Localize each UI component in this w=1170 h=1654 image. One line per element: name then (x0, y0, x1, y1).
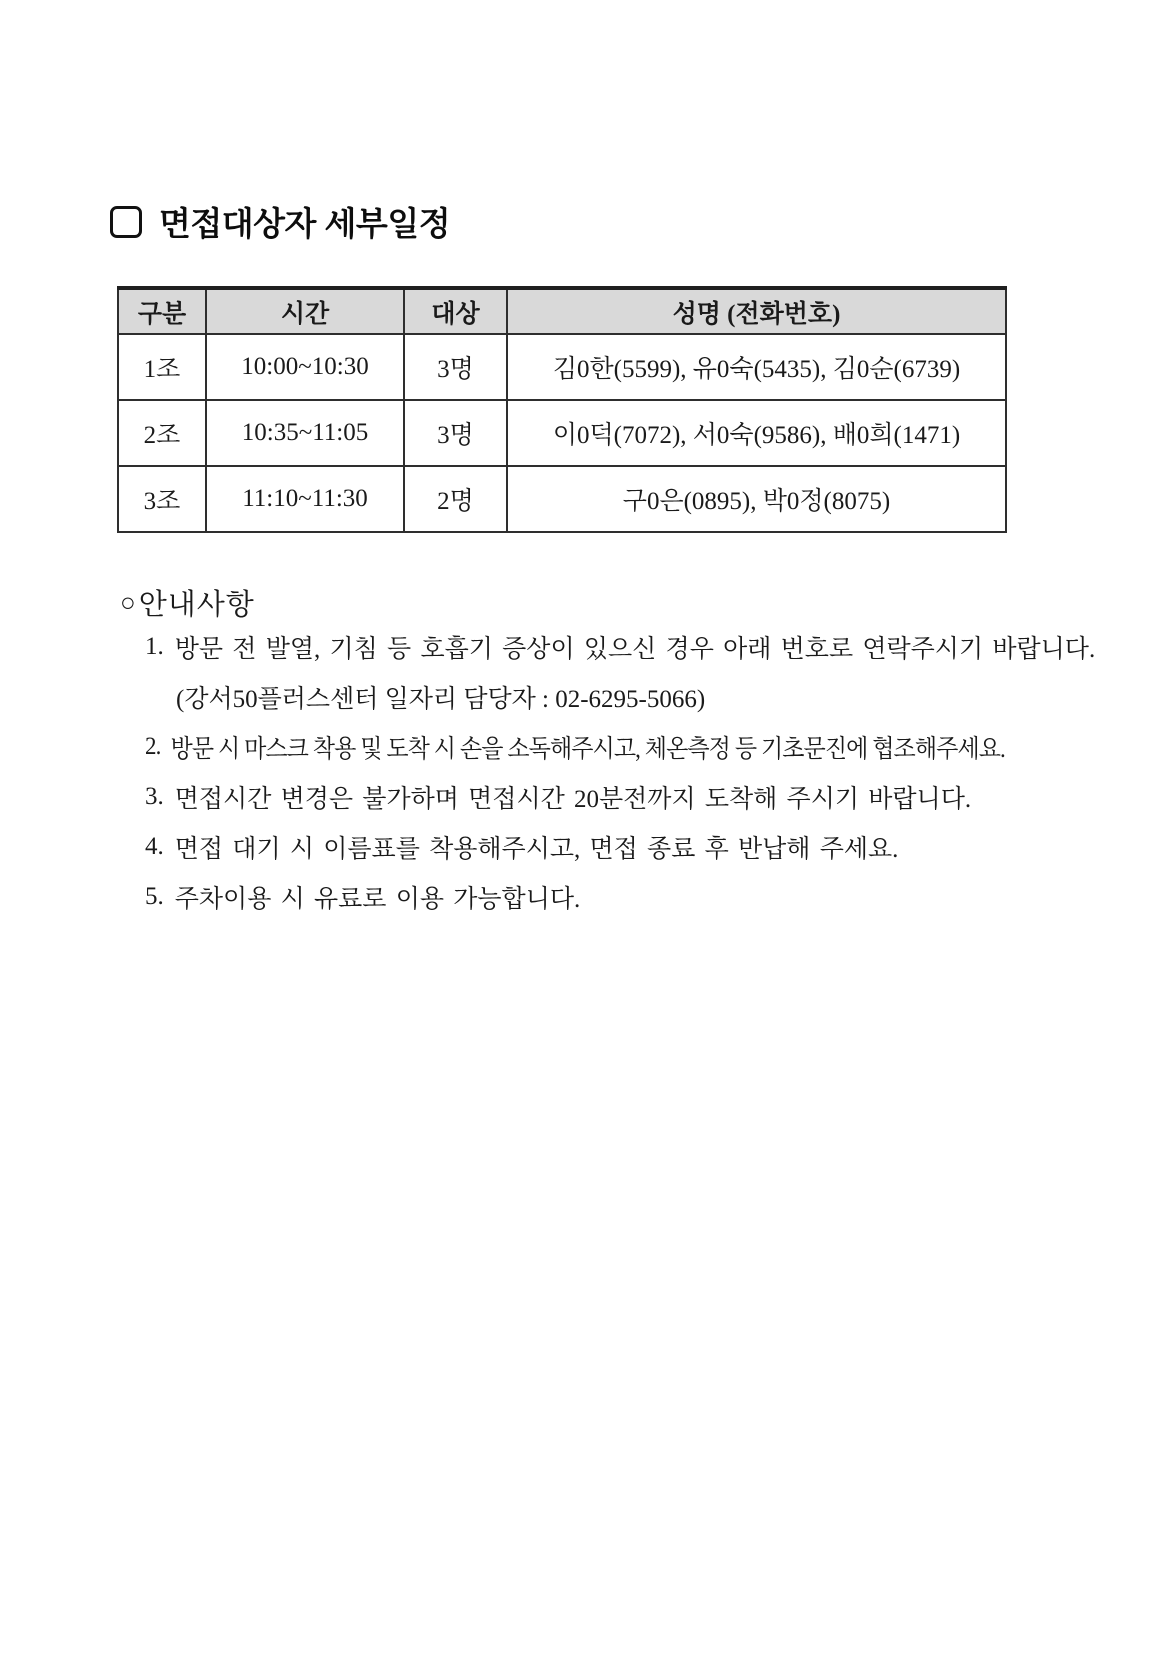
cell-count: 3명 (404, 334, 507, 400)
cell-names: 구0은(0895), 박0정(8075) (507, 466, 1006, 532)
circle-bullet-icon: ○ (120, 587, 137, 617)
item-text: 방문 전 발열, 기침 등 호흡기 증상이 있으신 경우 아래 번호로 연락주시기 바랍니다. (174, 636, 1096, 663)
item-number: 1. (145, 633, 164, 660)
item-text: 주차이용 시 유료로 이용 가능합니다. (174, 886, 581, 913)
interview-schedule-table (117, 286, 1007, 533)
table-row (118, 466, 1006, 532)
cell-time: 11:10~11:30 (206, 466, 404, 532)
notice-item-4 (145, 822, 1085, 872)
col-header-group: 구분 (118, 288, 206, 334)
col-header-names: 성명 (전화번호) (507, 288, 1006, 334)
notice-list (145, 622, 1096, 922)
table-header-row (118, 288, 1006, 334)
document-title-row (110, 198, 450, 245)
table-row (118, 334, 1006, 400)
col-header-time: 시간 (206, 288, 404, 334)
col-header-count: 대상 (404, 288, 507, 334)
notice-item-1 (145, 622, 1096, 672)
item-text: 방문 시 마스크 착용 및 도착 시 손을 소독해주시고, 체온측정 등 기초문진에 협조해주세요. (170, 736, 1005, 763)
cell-group: 3조 (118, 466, 206, 532)
item-number: 4. (145, 833, 164, 860)
notice-item-2 (145, 722, 1010, 772)
notice-item-3 (145, 772, 1085, 822)
checkbox-icon (110, 206, 142, 238)
notice-title: 안내사항 (138, 589, 255, 621)
notice-item-5 (145, 872, 1085, 922)
cell-names: 김0한(5599), 유0숙(5435), 김0순(6739) (507, 334, 1006, 400)
item-number: 3. (145, 783, 164, 810)
page-title: 면접대상자 세부일정 (159, 205, 451, 242)
item-number: 5. (145, 883, 164, 910)
item-text: 면접 대기 시 이름표를 착용해주시고, 면접 종료 후 반납해 주세요. (174, 836, 899, 863)
cell-count: 3명 (404, 400, 507, 466)
notice-section-heading (120, 582, 255, 623)
cell-group: 1조 (118, 334, 206, 400)
cell-time: 10:35~11:05 (206, 400, 404, 466)
cell-group: 2조 (118, 400, 206, 466)
item-number: 2. (145, 733, 161, 760)
cell-names: 이0덕(7072), 서0숙(9586), 배0희(1471) (507, 400, 1006, 466)
contact-note: (강서50플러스센터 일자리 담당자 : 02-6295-5066) (176, 686, 706, 713)
cell-count: 2명 (404, 466, 507, 532)
item-text: 면접시간 변경은 불가하며 면접시간 20분전까지 도착해 주시기 바랍니다. (174, 786, 972, 813)
table-row (118, 400, 1006, 466)
cell-time: 10:00~10:30 (206, 334, 404, 400)
